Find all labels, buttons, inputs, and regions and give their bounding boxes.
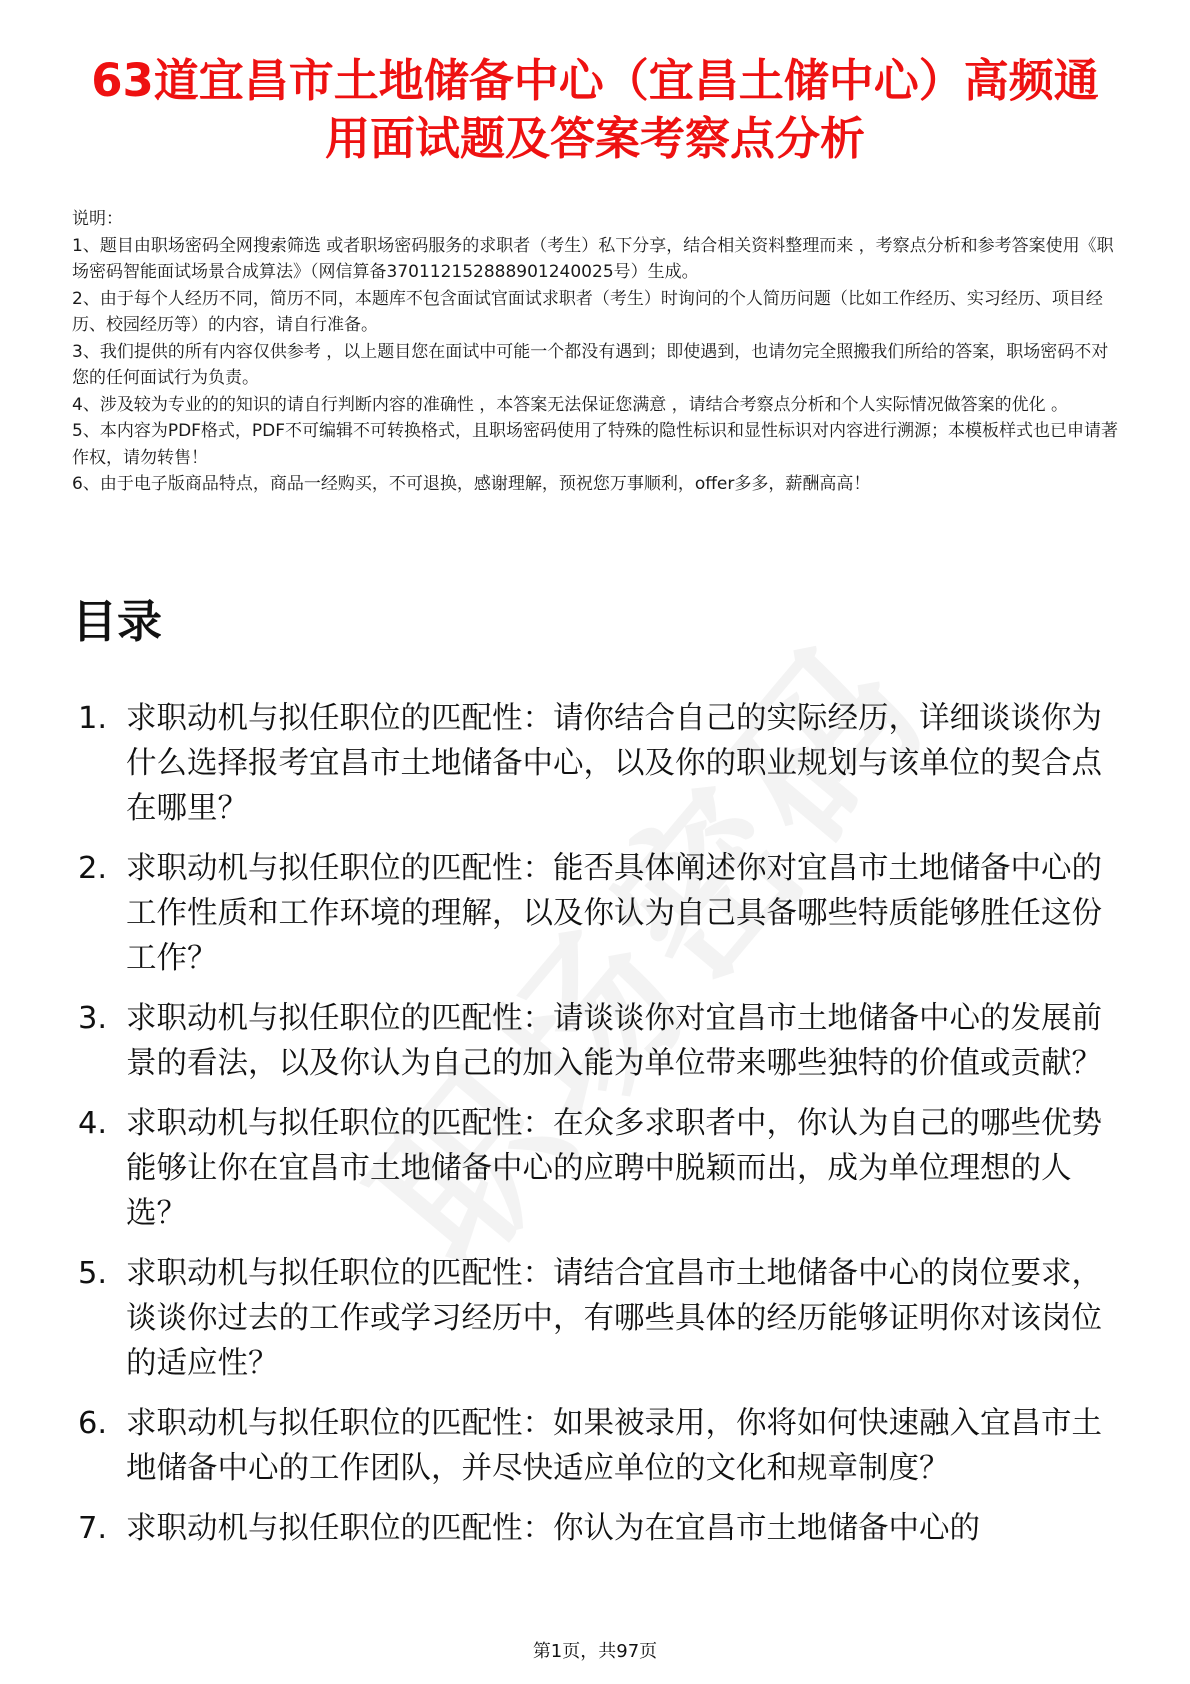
toc-item[interactable] — [72, 696, 1117, 831]
toc-item-text: 求职动机与拟任职位的匹配性：能否具体阐述你对宜昌市土地储备中心的工作性质和工作环境的理解，以及你认为自己具备哪些特质能够胜任这份工作？ — [126, 851, 1102, 976]
notes-heading: 说明： — [72, 209, 123, 229]
document-title: 63道宜昌市土地储备中心（宜昌土储中心）高频通用面试题及答案考察点分析 — [91, 54, 1099, 165]
note-item: 5、本内容为PDF格式，PDF不可编辑不可转换格式，且职场密码使用了特殊的隐性标识和显性标识对内容进行溯源；本模板样式也已申请著作权，请勿转售！ — [72, 421, 1119, 468]
toc-item-text: 求职动机与拟任职位的匹配性：你认为在宜昌市土地储备中心的 — [126, 1511, 980, 1546]
toc-item[interactable] — [72, 1101, 1117, 1236]
toc-item[interactable] — [72, 1401, 1117, 1491]
toc-item-text: 求职动机与拟任职位的匹配性：如果被录用，你将如何快速融入宜昌市土地储备中心的工作团队，并尽快适应单位的文化和规章制度？ — [126, 1406, 1102, 1486]
note-item: 3、我们提供的所有内容仅供参考 ，以上题目您在面试中可能一个都没有遇到；即使遇到，也请勿完全照搬我们所给的答案，职场密码不对您的任何面试行为负责。 — [72, 341, 1109, 388]
toc-item-text: 求职动机与拟任职位的匹配性：请结合宜昌市土地储备中心的岗位要求，谈谈你过去的工作或学习经历中，有哪些具体的经历能够证明你对该岗位的适应性？ — [126, 1256, 1102, 1381]
toc-item-number: 1. — [78, 701, 108, 736]
toc-heading: 目录 — [72, 595, 163, 648]
toc-item-text: 求职动机与拟任职位的匹配性：在众多求职者中，你认为自己的哪些优势能够让你在宜昌市土地储备中心的应聘中脱颖而出，成为单位理想的人选？ — [126, 1106, 1102, 1231]
notes-section — [72, 206, 1122, 498]
toc-item[interactable] — [72, 996, 1117, 1086]
toc-item-number: 7. — [78, 1511, 108, 1546]
toc-item[interactable] — [72, 1251, 1117, 1386]
toc-item-number: 2. — [78, 851, 108, 886]
toc-item-number: 5. — [78, 1256, 108, 1291]
table-of-contents — [72, 696, 1117, 1566]
toc-item-text: 求职动机与拟任职位的匹配性：请谈谈你对宜昌市土地储备中心的发展前景的看法，以及你认为自己的加入能为单位带来哪些独特的价值或贡献？ — [126, 1001, 1102, 1081]
page-footer: 第1页，共97页 — [532, 1641, 658, 1662]
toc-item-text: 求职动机与拟任职位的匹配性：请你结合自己的实际经历，详细谈谈你为什么选择报考宜昌市土地储备中心，以及你的职业规划与该单位的契合点在哪里？ — [126, 701, 1102, 826]
note-item: 6、由于电子版商品特点，商品一经购买，不可退换，感谢理解，预祝您万事顺利，offer多多，薪酬高高！ — [72, 474, 871, 494]
toc-item-number: 4. — [78, 1106, 108, 1141]
note-item: 2、由于每个人经历不同，简历不同，本题库不包含面试官面试求职者（考生）时询问的个人简历问题（比如工作经历、实习经历、项目经历、校园经历等）的内容，请自行准备。 — [72, 288, 1103, 335]
note-item: 1、题目由职场密码全网搜索筛选 或者职场密码服务的求职者（考生）私下分享，结合相关资料整理而来 ，考察点分析和参考答案使用《职场密码智能面试场景合成算法》（网信算备370112152888901240025号）生成。 — [72, 235, 1114, 282]
note-item: 4、涉及较为专业的的知识的请自行判断内容的准确性 ，本答案无法保证您满意 ，请结合考察点分析和个人实际情况做答案的优化 。 — [72, 394, 1069, 415]
toc-item-number: 6. — [78, 1406, 108, 1441]
toc-item-number: 3. — [78, 1001, 108, 1036]
toc-item[interactable] — [72, 846, 1117, 981]
toc-item[interactable] — [72, 1506, 1117, 1551]
